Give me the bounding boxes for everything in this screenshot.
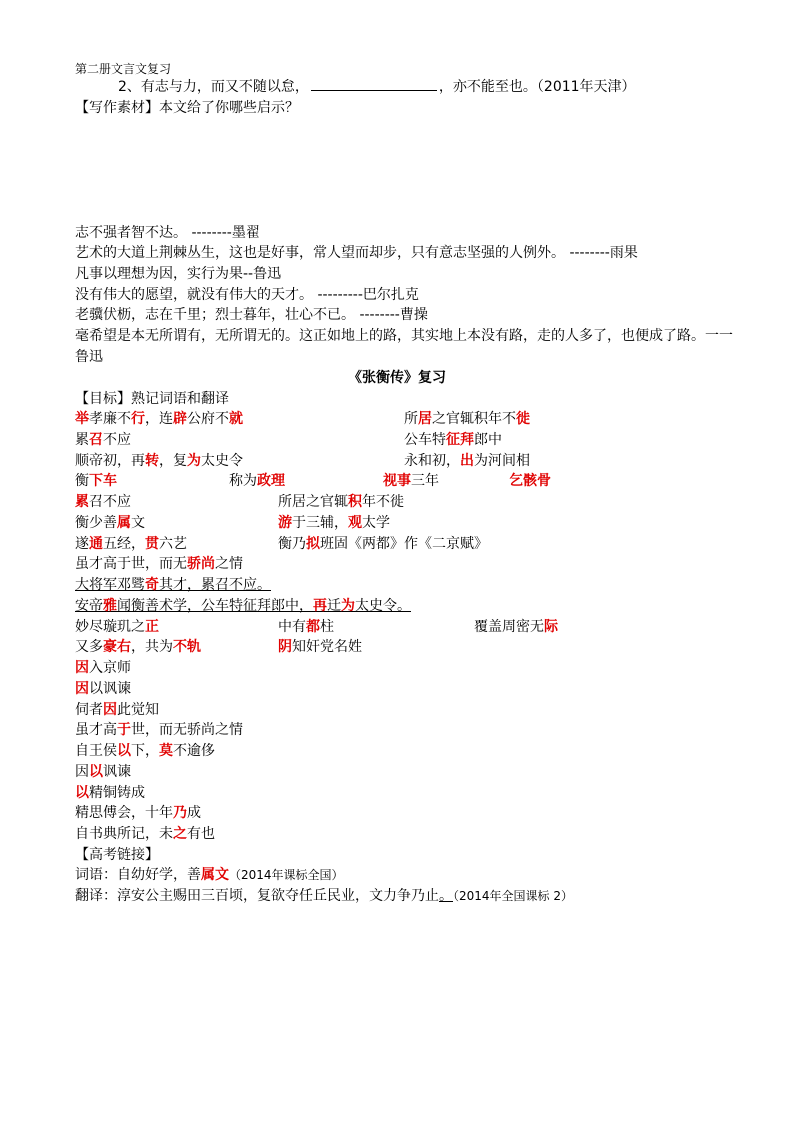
vocab-item: 累召不应	[75, 432, 131, 448]
function-word-item: 因入京师	[75, 660, 131, 676]
vocab-item: 中有都柱	[278, 619, 334, 635]
quote: 凡事以理想为因，实行为果--鲁迅	[75, 266, 282, 282]
function-word-item: 因以讽谏	[75, 681, 131, 697]
vocab-item: 视事三年	[383, 473, 439, 489]
quote: 鲁迅	[75, 349, 103, 365]
gaokao-translation: 翻译：淳安公主赐田三百顷，复欲夺任丘民业，文力争乃止。（2014年全国课标 2）	[75, 888, 573, 904]
quote: 艺术的大道上荆棘丛生，这也是好事，常人望而却步，只有意志坚强的人例外。 --------雨果	[75, 245, 638, 261]
function-word-item: 虽才高于世，而无骄尚之情	[75, 722, 243, 738]
vocab-item: 阴知奸党名姓	[278, 639, 362, 655]
quote: 没有伟大的愿望，就没有伟大的天才。 ---------巴尔扎克	[75, 287, 419, 303]
function-word-item: 自书典所记，未之有也	[75, 826, 215, 842]
function-word-item: 伺者因此觉知	[75, 702, 159, 718]
answer-blank[interactable]	[311, 76, 437, 91]
function-word-item: 以精铜铸成	[75, 785, 145, 801]
quote: 老骥伏枥，志在千里；烈士暮年，壮心不已。 --------曹操	[75, 307, 428, 323]
vocab-item: 又多豪右，共为不轨	[75, 639, 201, 655]
function-word-item: 精思傅会，十年乃成	[75, 805, 201, 821]
vocab-item: 遂通五经，贯六艺	[75, 536, 187, 552]
vocab-item: 顺帝初，再转，复为太史令	[75, 453, 243, 469]
vocab-item: 永和初，出为河间相	[404, 453, 530, 469]
vocab-item: 虽才高于世，而无骄尚之情	[75, 556, 243, 572]
vocab-item: 所居之官辄积年不徙	[278, 494, 404, 510]
vocab-item: 妙尽璇玑之正	[75, 619, 159, 635]
writing-prompt: 【写作素材】本文给了你哪些启示？	[75, 100, 299, 116]
goal-line: 【目标】熟记词语和翻译	[75, 391, 229, 407]
vocab-item: 乞骸骨	[509, 473, 551, 489]
translation-item: 安帝雅闻衡善术学，公车特征拜郎中，再迁为太史令。	[75, 598, 411, 614]
gaokao-heading: 【高考链接】	[75, 847, 159, 863]
vocab-item: 举孝廉不行，连辟公府不就	[75, 411, 243, 427]
vocab-item: 公车特征拜郎中	[404, 432, 502, 448]
vocab-item: 称为政理	[229, 473, 285, 489]
page-header: 第二册文言文复习	[75, 62, 172, 76]
question-2: 2、有志与力，而又不随以怠， ，亦不能至也。（2011年天津）	[118, 76, 636, 97]
section-title: 《张衡传》复习	[348, 370, 446, 386]
function-word-item: 自王侯以下，莫不逾侈	[75, 743, 215, 759]
vocab-item: 所居之官辄积年不徙	[404, 411, 530, 427]
translation-item: 大将军邓骘奇其才，累召不应。	[75, 577, 271, 593]
vocab-item: 衡少善属文	[75, 515, 145, 531]
vocab-item: 衡乃拟班固《两都》作《二京赋》	[278, 536, 488, 552]
vocab-item: 覆盖周密无际	[474, 619, 558, 635]
quote: 志不强者智不达。 --------墨翟	[75, 225, 260, 241]
function-word-item: 因以讽谏	[75, 764, 131, 780]
vocab-item: 累召不应	[75, 494, 131, 510]
vocab-item: 衡下车	[75, 473, 117, 489]
vocab-item: 游于三辅，观太学	[278, 515, 390, 531]
quote: 毫希望是本无所谓有，无所谓无的。这正如地上的路，其实地上本没有路，走的人多了，也便成了路。一一	[75, 328, 733, 344]
gaokao-vocab: 词语：自幼好学，善属文（2014年课标全国）	[75, 867, 344, 883]
